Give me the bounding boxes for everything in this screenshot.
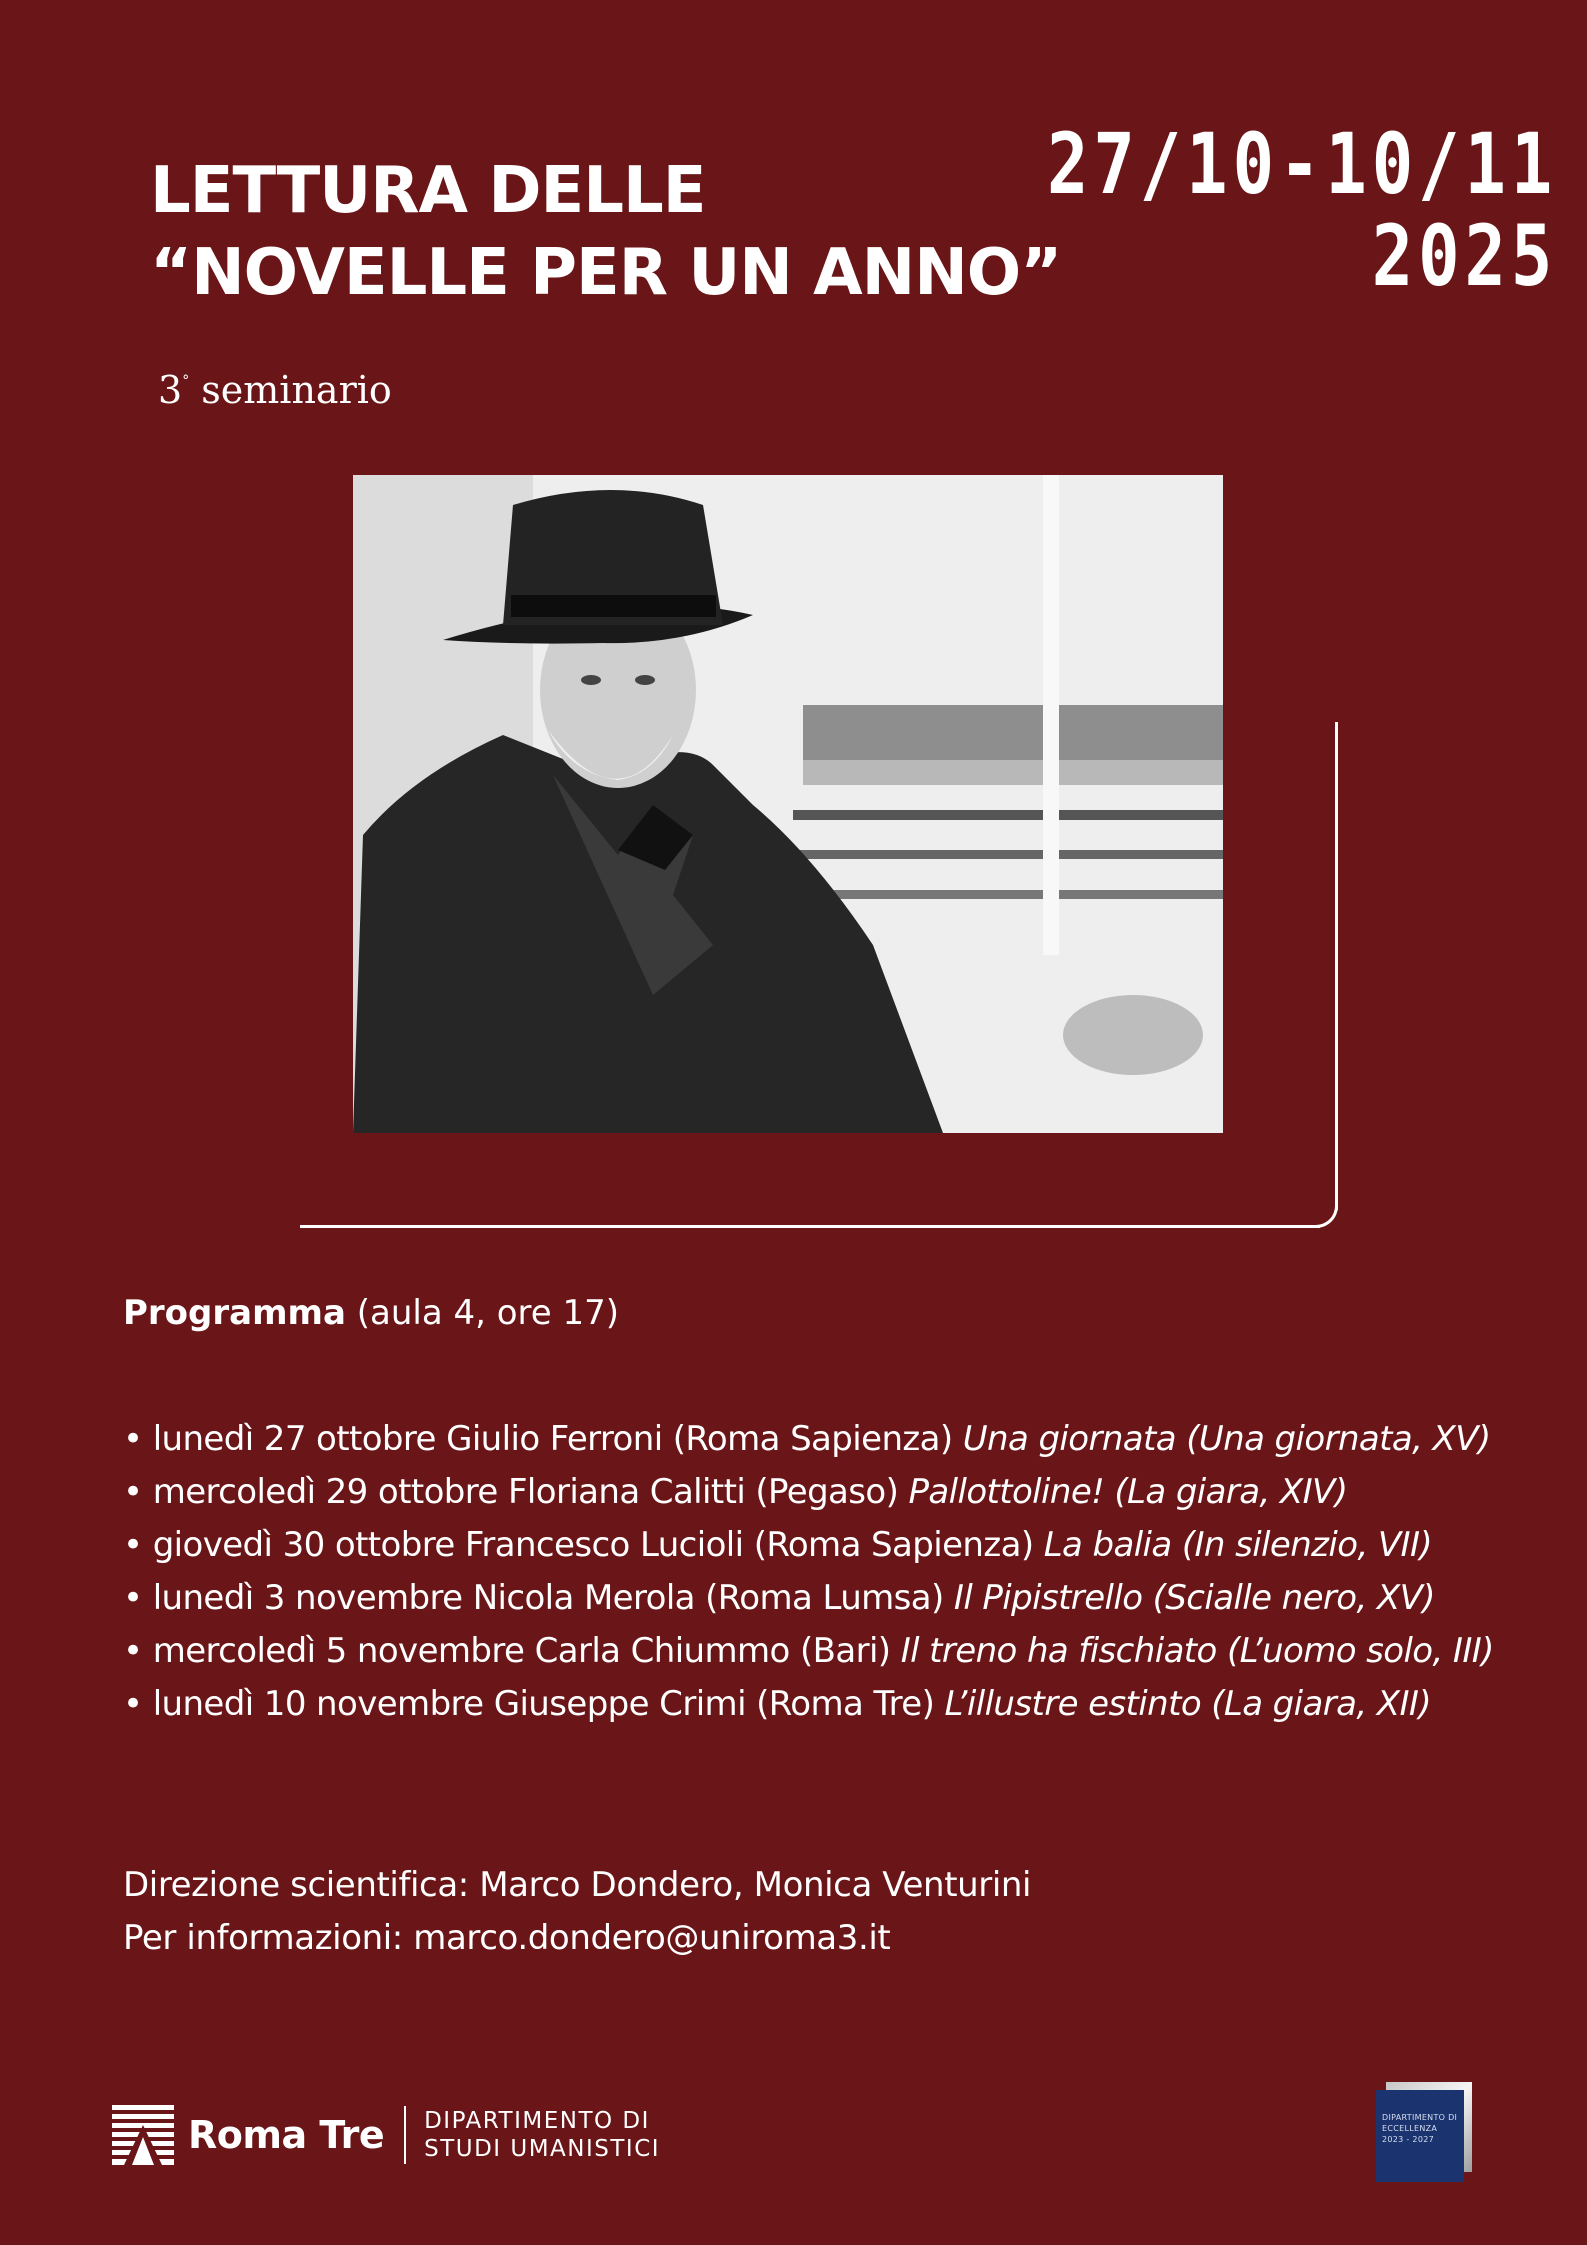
frame-line-horizontal [300,1225,1320,1228]
university-name: Roma Tre [188,2113,385,2157]
portrait-illustration [353,475,1223,1133]
department-line-2: STUDI UMANISTICI [424,2136,661,2162]
event-day: lunedì 27 ottobre [152,1419,436,1459]
badge-line-3: 2023 - 2027 [1382,2135,1434,2144]
frame-line-vertical [1335,722,1338,1210]
event-bullet: • [123,1578,143,1618]
badge-panel [1376,2090,1464,2182]
event-day: mercoledì 29 ottobre [152,1472,498,1512]
event-bullet: • [123,1684,143,1724]
frame-line-corner [1296,1190,1338,1228]
program-title: Programma [123,1293,346,1333]
event-work: Pallottoline! (La giara, XIV) [908,1472,1348,1512]
roma-tre-logo [112,2105,660,2165]
event-bullet: • [123,1525,143,1565]
event-item [123,1413,1494,1466]
roma-tre-logo-icon [112,2105,174,2165]
event-work: Il treno ha fischiato (L’uomo solo, III) [900,1631,1494,1671]
event-bullet: • [123,1419,143,1459]
program-details: (aula 4, ore 17) [356,1293,619,1333]
logo-divider [404,2106,406,2164]
event-day: lunedì 3 novembre [152,1578,463,1618]
contact-info: Per informazioni: marco.dondero@uniroma3.it [123,1918,891,1958]
portrait-photo [353,475,1223,1133]
scientific-direction: Direzione scientifica: Marco Dondero, Monica Venturini [123,1865,1032,1905]
event-day: giovedì 30 ottobre [152,1525,455,1565]
excellence-badge [1376,2082,1472,2182]
event-day: mercoledì 5 novembre [152,1631,525,1671]
event-work: La balia (In silenzio, VII) [1043,1525,1433,1565]
event-speaker: Francesco Lucioli (Roma Sapienza) [464,1525,1034,1565]
event-bullet: • [123,1631,143,1671]
event-speaker: Giulio Ferroni (Roma Sapienza) [446,1419,953,1459]
title-line-2: “NOVELLE PER UN ANNO” [150,236,1062,310]
department-name [424,2107,660,2163]
date-range: 27/10-10/11 [1046,115,1557,213]
event-dates [1046,115,1557,305]
event-item [123,1572,1494,1625]
title-line-1: LETTURA DELLE [150,154,706,228]
event-item [123,1519,1494,1572]
credits-block [123,1859,1031,1965]
department-line-1: DIPARTIMENTO DI [424,2108,650,2134]
event-speaker: Carla Chiummo (Bari) [534,1631,891,1671]
badge-line-2: ECCELLENZA [1382,2124,1438,2133]
poster-title [150,150,1061,314]
badge-line-1: DIPARTIMENTO DI [1382,2113,1458,2122]
seminar-text: seminario [201,368,392,412]
event-day: lunedì 10 novembre [152,1684,484,1724]
event-speaker: Floriana Calitti (Pegaso) [507,1472,899,1512]
event-speaker: Nicola Merola (Roma Lumsa) [472,1578,944,1618]
event-bullet: • [123,1472,143,1512]
seminar-number: 3 [158,368,183,412]
program-heading [123,1293,619,1333]
date-year: 2025 [1371,207,1557,305]
seminar-ordinal: ° [182,373,190,389]
event-item [123,1625,1494,1678]
seminar-label [158,368,392,412]
event-item [123,1678,1494,1731]
event-list [123,1413,1494,1731]
event-speaker: Giuseppe Crimi (Roma Tre) [493,1684,935,1724]
event-work: Il Pipistrello (Scialle nero, XV) [953,1578,1435,1618]
event-item [123,1466,1494,1519]
event-work: L’illustre estinto (La giara, XII) [944,1684,1431,1724]
event-work: Una giornata (Una giornata, XV) [962,1419,1491,1459]
